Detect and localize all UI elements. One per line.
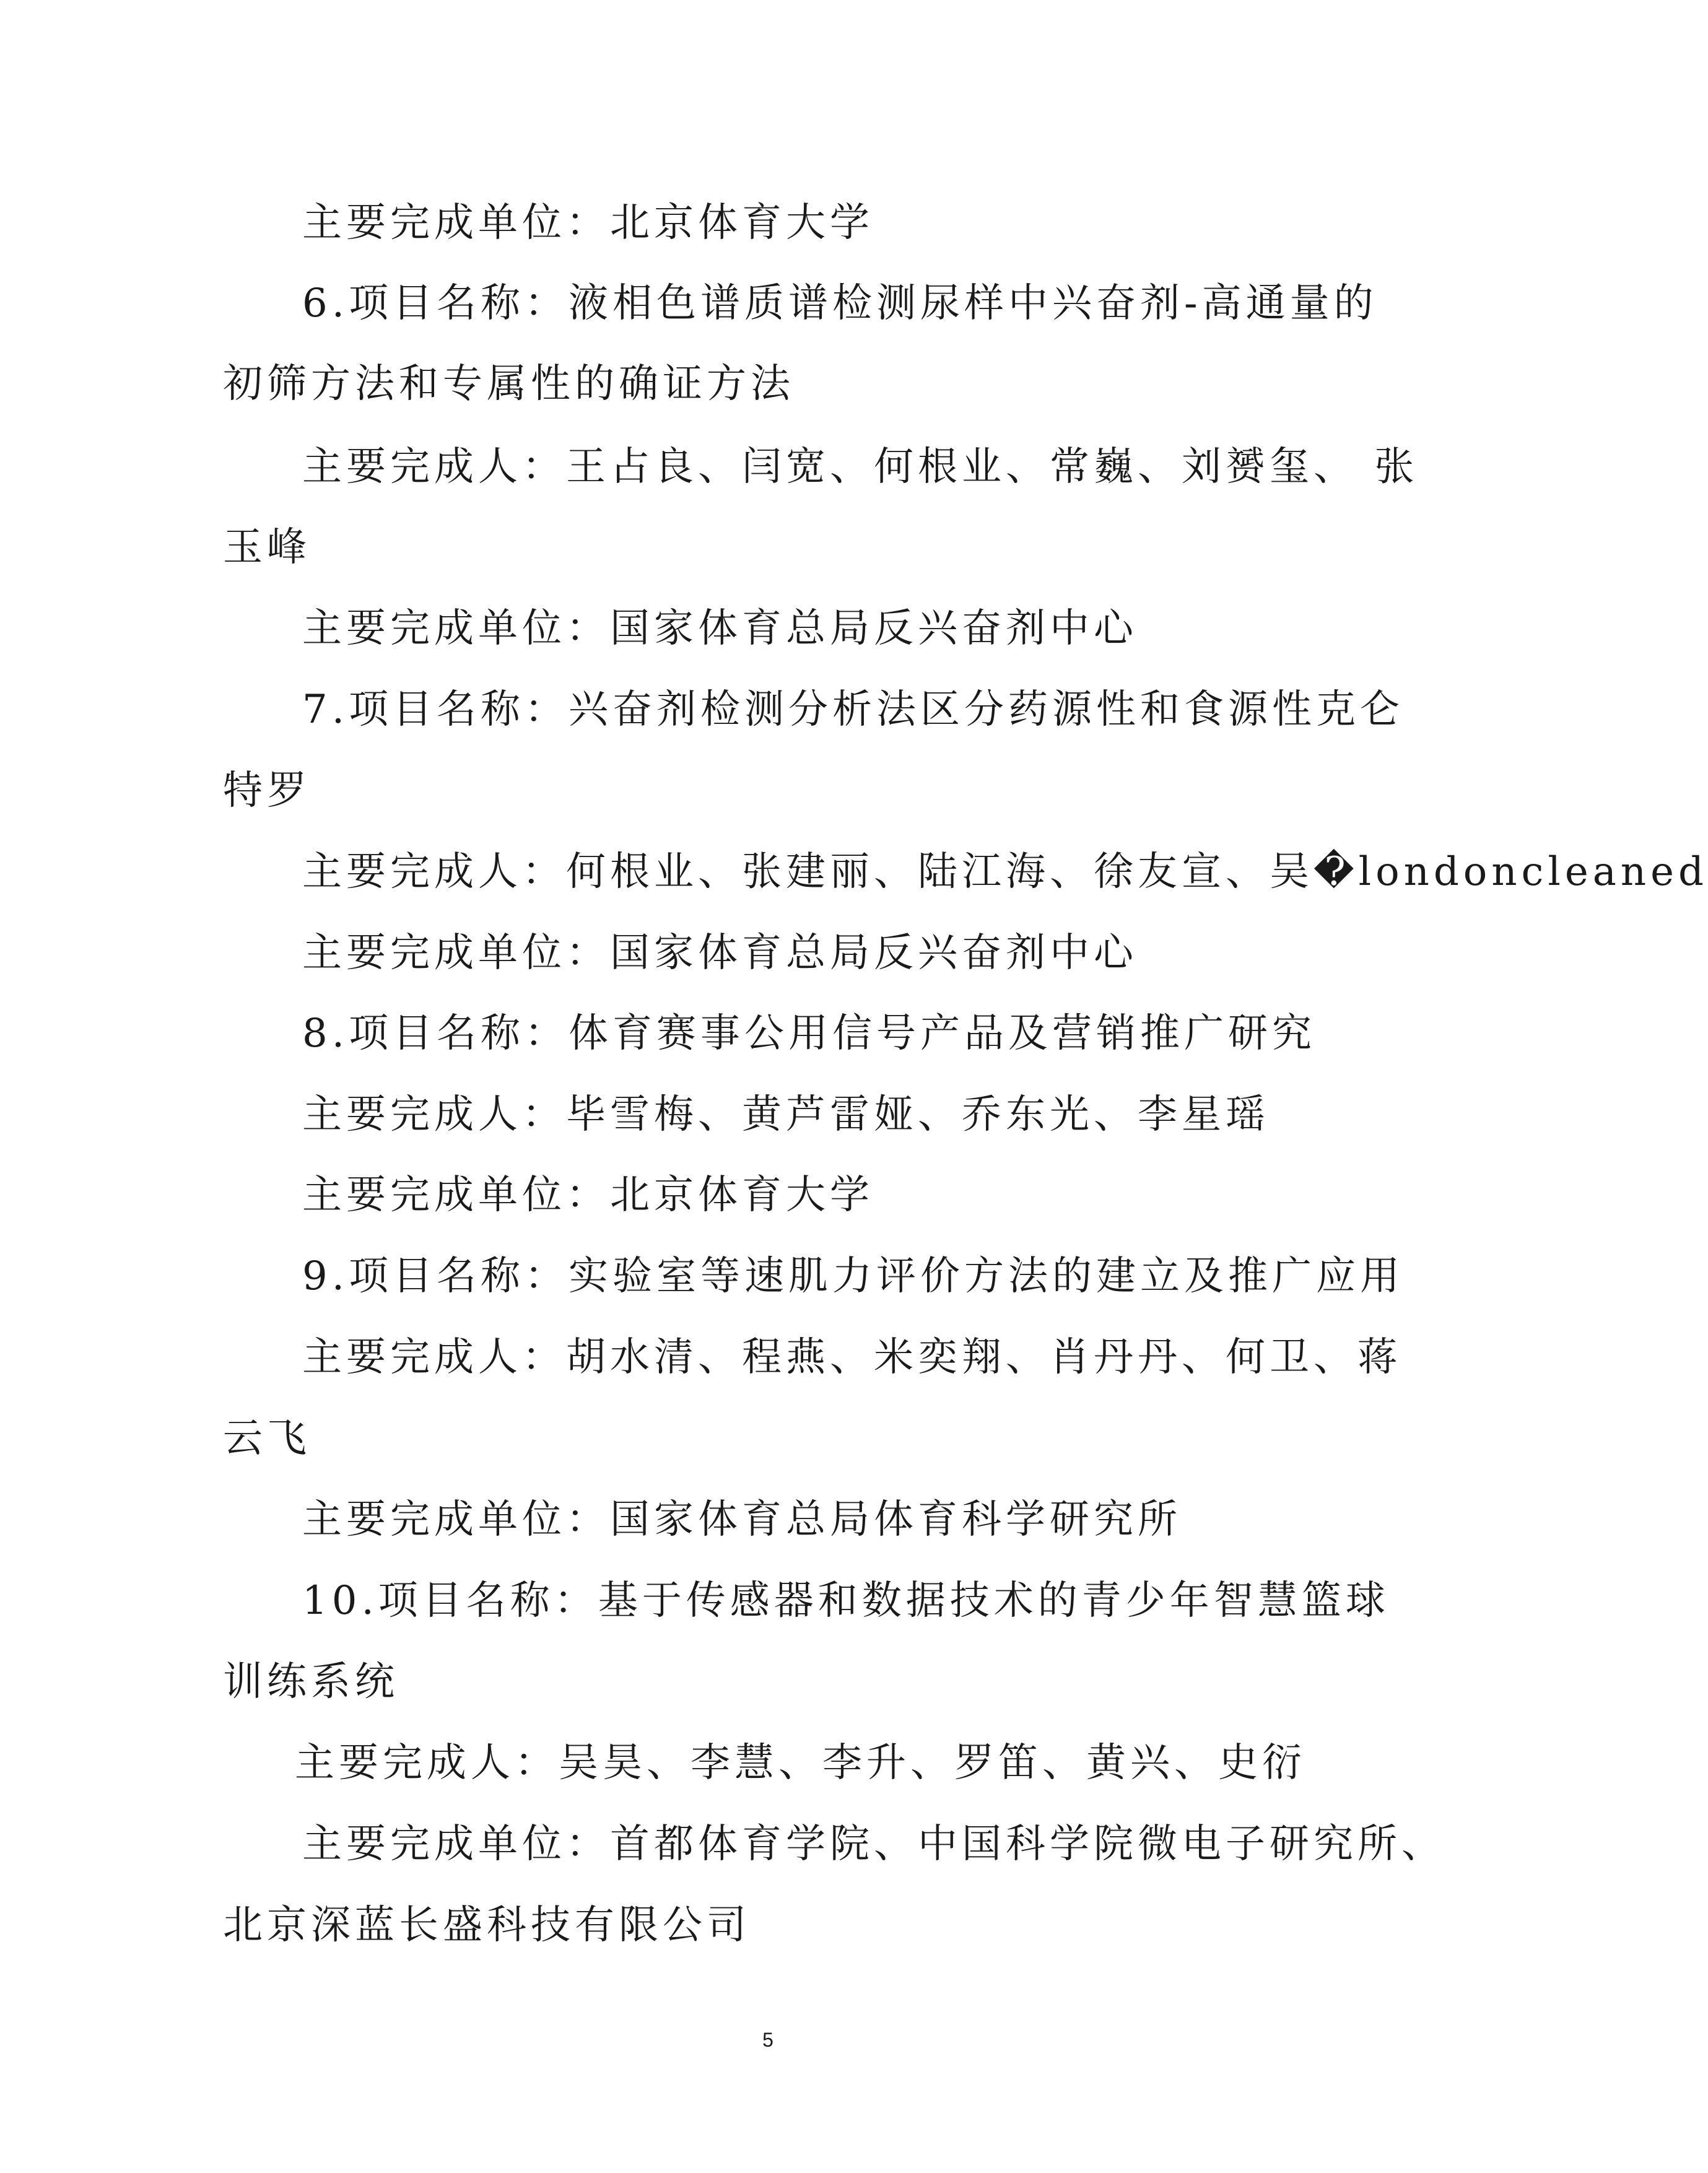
unit-line-5: 主要完成单位：北京体育大学	[302, 200, 874, 246]
project-6-title-cont: 初筛方法和专属性的确证方法	[223, 361, 795, 407]
project-7-title: 7.项目名称：兴奋剂检测分析法区分药源性和食源性克仑	[302, 687, 1405, 733]
project-10-unit-cont: 北京深蓝长盛科技有限公司	[223, 1902, 751, 1948]
project-10-title-cont: 训练系统	[223, 1659, 399, 1705]
project-6-title: 6.项目名称：液相色谱质谱检测尿样中兴奋剂-高通量的	[302, 281, 1378, 326]
project-6-people-cont: 玉峰	[223, 525, 311, 570]
project-6-unit: 主要完成单位：国家体育总局反兴奋剂中心	[302, 606, 1138, 651]
project-7-people: 主要完成人：何根业、张建丽、陆江海、徐友宣、吴�londoncleaned	[302, 849, 1708, 895]
project-7-title-cont: 特罗	[223, 768, 311, 814]
project-6-people: 主要完成人：王占良、闫宽、何根业、常巍、刘赟玺、 张	[302, 444, 1419, 490]
project-8-unit: 主要完成单位：北京体育大学	[302, 1172, 874, 1218]
project-10-unit: 主要完成单位：首都体育学院、中国科学院微电子研究所、	[302, 1821, 1445, 1867]
page-number: 5	[762, 2029, 773, 2051]
project-10-people: 主要完成人：吴昊、李慧、李升、罗笛、黄兴、史衍	[295, 1740, 1306, 1786]
project-9-unit: 主要完成单位：国家体育总局体育科学研究所	[302, 1497, 1182, 1543]
project-9-people: 主要完成人：胡水清、程燕、米奕翔、肖丹丹、何卫、蒋	[302, 1335, 1401, 1380]
project-8-people: 主要完成人：毕雪梅、黄芦雷娅、乔东光、李星瑶	[302, 1092, 1270, 1138]
project-7-unit: 主要完成单位：国家体育总局反兴奋剂中心	[302, 930, 1138, 976]
project-9-title: 9.项目名称：实验室等速肌力评价方法的建立及推广应用	[302, 1253, 1405, 1299]
project-8-title: 8.项目名称：体育赛事公用信号产品及营销推广研究	[302, 1011, 1317, 1056]
project-10-title: 10.项目名称：基于传感器和数据技术的青少年智慧篮球	[302, 1578, 1390, 1624]
project-9-people-cont: 云飞	[223, 1416, 311, 1461]
